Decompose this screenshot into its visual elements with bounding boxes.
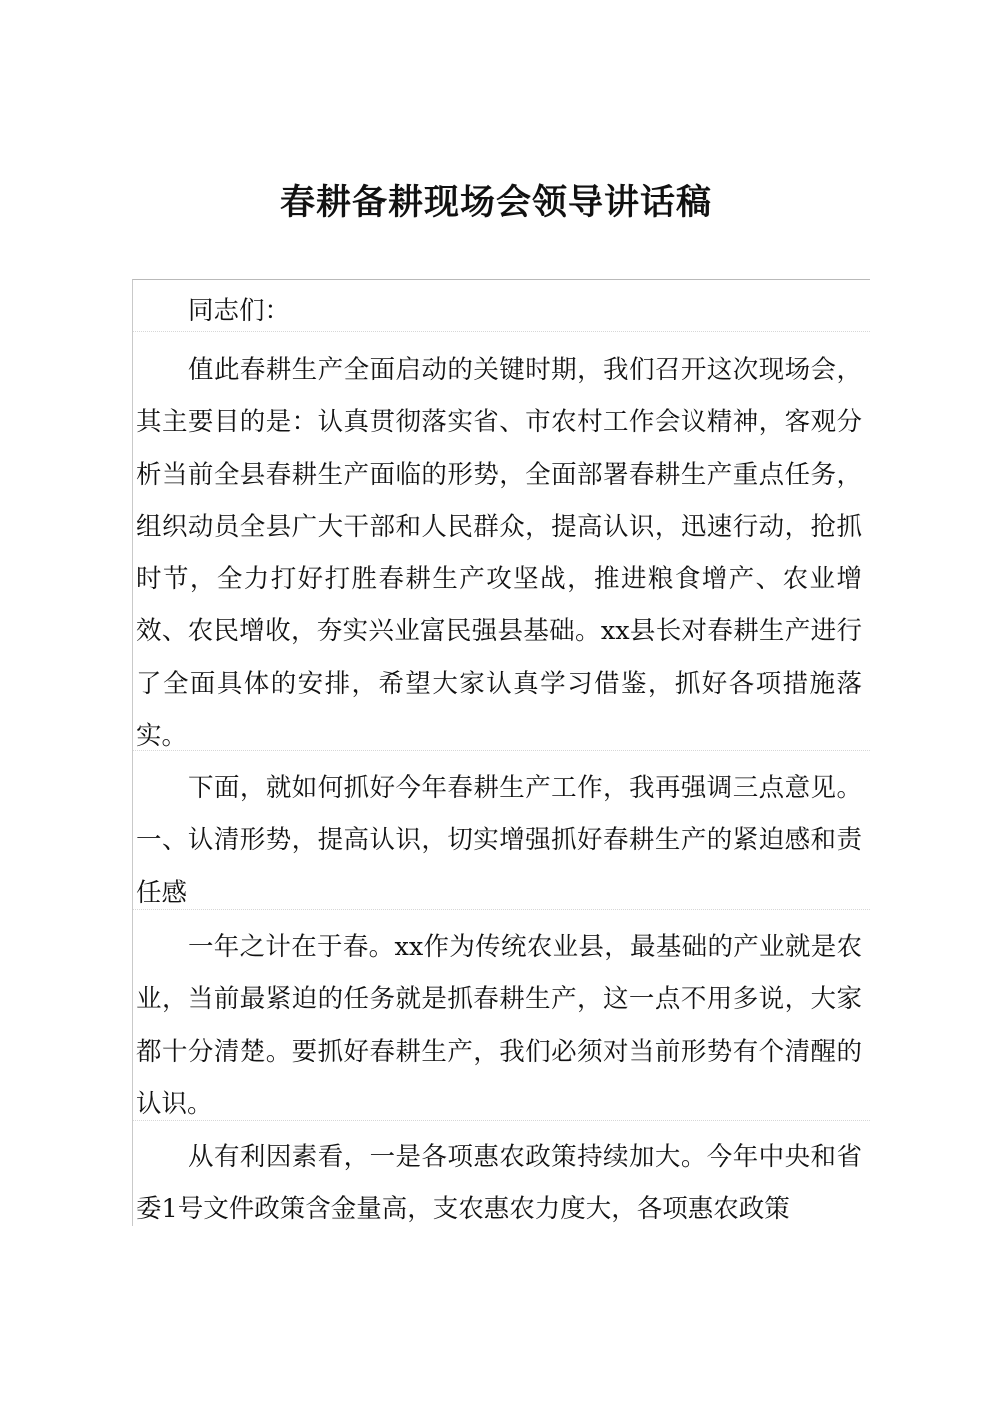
paragraph-block xyxy=(133,332,870,751)
document-title: 春耕备耕现场会领导讲话稿 xyxy=(279,182,712,223)
body-paragraph: 值此春耕生产全面启动的关键时期，我们召开这次现场会，其主要目的是：认真贯彻落实省、市农村工作会议精神，客观分析当前全县春耕生产面临的形势，全面部署春耕生产重点任务，组织动员全县广大干部和人民群众，提高认识，迅速行动，抢抓时节，全力打好打胜春耕生产攻坚战，推进粮食增产、农业增效、农民增收，夯实兴业富民强县基础。xx县长对春耕生产进行了全面具体的安排，希望大家认真学习借鉴，抓好各项措施落实。 xyxy=(136,355,862,752)
salutation-paragraph: 同志们： xyxy=(188,296,291,326)
paragraph-block xyxy=(133,280,870,332)
document-body xyxy=(132,279,870,1226)
paragraph-block xyxy=(133,910,870,1121)
paragraph-block xyxy=(133,751,870,910)
body-paragraph: 一年之计在于春。xx作为传统农业县，最基础的产业就是农业，当前最紧迫的任务就是抓春耕生产，这一点不用多说，大家都十分清楚。要抓好春耕生产，我们必须对当前形势有个清醒的认识。 xyxy=(136,932,862,1119)
body-paragraph: 下面，就如何抓好今年春耕生产工作，我再强调三点意见。一、认清形势，提高认识，切实增强抓好春耕生产的紧迫感和责任感 xyxy=(136,773,862,908)
paragraph-block xyxy=(133,1121,870,1226)
body-paragraph: 从有利因素看，一是各项惠农政策持续加大。今年中央和省委1号文件政策含金量高，支农惠农力度大，各项惠农政策 xyxy=(136,1142,862,1225)
